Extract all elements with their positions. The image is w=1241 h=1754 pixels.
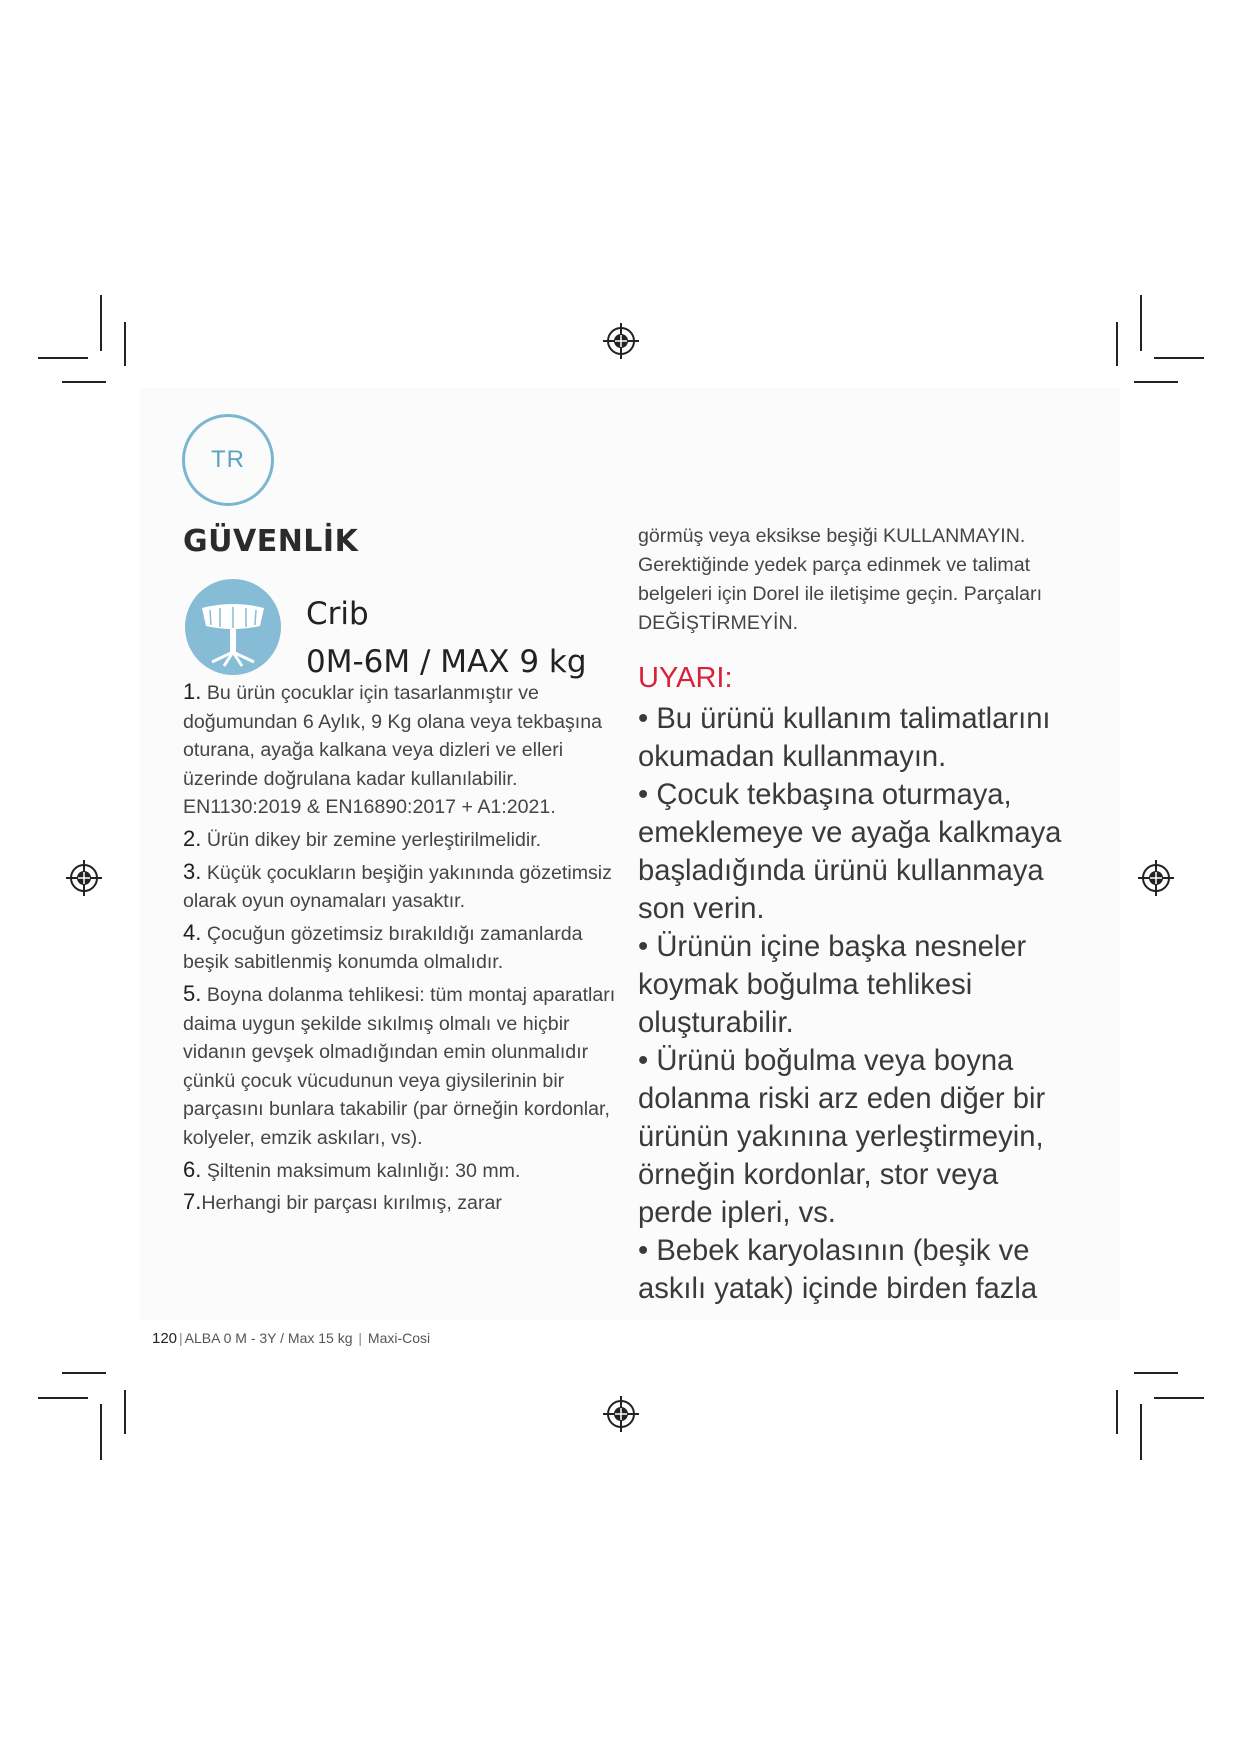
crop-mark [38,1397,88,1399]
crop-mark [1154,357,1204,359]
crop-mark [1140,1404,1142,1460]
crop-mark [124,322,126,366]
footer-product: ALBA 0 M - 3Y / Max 15 kg [184,1330,353,1346]
footer-brand: Maxi-Cosi [367,1330,431,1346]
list-item: 2. Ürün dikey bir zemine yerleştirilmelidir. [183,825,542,851]
bullet-icon: • [638,703,649,735]
crop-mark [100,1404,102,1460]
bullet-icon: • [638,779,649,811]
registration-mark-icon [1138,860,1174,896]
list-item: 4. Çocuğun gözetimsiz bırakıldığı zamanlarda beşik sabitlenmiş konumda olmalıdır. [183,919,583,974]
list-item: 7.Herhangi bir parçası kırılmış, zarar [183,1189,502,1215]
warning-list [638,700,1078,1308]
footer-separator: | [179,1330,183,1346]
warning-title: UYARI: [638,662,733,694]
bullet-icon: • [638,931,649,963]
language-badge: TR [182,414,274,506]
bullet-icon: • [638,1045,649,1077]
list-item: 3. Küçük çocukların beşiğin yakınında gözetimsiz olarak oyun oynamaları yasaktır. [183,858,612,913]
safety-list [183,678,623,1221]
crib-heading [306,590,587,686]
crib-icon [184,578,282,676]
crop-mark [1116,322,1118,366]
crop-mark [38,357,88,359]
section-title: GÜVENLİK [183,524,359,559]
warning-item: • Ürünü boğulma veya boyna dolanma riski arz eden diğer bir ürünün yakınına yerleştirmeyin, örneğin kordonlar, stor veya perde ipleri, vs. [638,1045,1046,1229]
crop-mark [124,1390,126,1434]
page-number: 120 [152,1330,178,1347]
crop-mark [100,295,102,351]
crop-mark [62,381,106,383]
crop-mark [1116,1390,1118,1434]
crop-mark [1154,1397,1204,1399]
warning-item: • Bebek karyolasının (beşik ve askılı yatak) içinde birden fazla [638,1235,1038,1305]
bullet-icon: • [638,1235,649,1267]
list-item-continuation: görmüş veya eksikse beşiği KULLANMAYIN. Gerektiğinde yedek parça edinmek ve talimat belgeleri için Dorel ile iletişime geçin. Parçaları DEĞİŞTİRMEYİN. [638,525,1043,634]
crop-mark [62,1372,106,1374]
list-item: 5. Boyna dolanma tehlikesi: tüm montaj aparatları daima uygun şekilde sıkılmış olmalı ve hiçbir vidanın gevşek olmadığından emin olunmalıdır çünkü çocuk vücudunun veya giysilerinin bir parçasını bunlara takabilir (par örneğin kordonlar, kolyeler, emzik askıları, vs). [183,980,616,1149]
crib-name: Crib [306,596,369,632]
warning-item: • Çocuk tekbaşına oturmaya, emeklemeye ve ayağa kalkmaya başladığında ürünü kullanmaya son verin. [638,779,1062,925]
page-footer [152,1330,430,1347]
crop-mark [1140,295,1142,351]
list-item: 1. Bu ürün çocuklar için tasarlanmıştır ve doğumundan 6 Aylık, 9 Kg olana veya tekbaşına oturana, ayağa kalkana veya dizleri ve elleri üzerinde doğrulana kadar kullanılabilir. EN1130:2019 & EN16890:2017 + A1:2021. [183,679,603,819]
warning-item: • Ürünün içine başka nesneler koymak boğulma tehlikesi oluşturabilir. [638,931,1027,1039]
registration-mark-icon [603,323,639,359]
registration-mark-icon [66,860,102,896]
list-item: 6. Şiltenin maksimum kalınlığı: 30 mm. [183,1156,521,1182]
footer-separator: | [358,1330,363,1346]
crop-mark [1134,1372,1178,1374]
warning-item: • Bu ürünü kullanım talimatlarını okumadan kullanmayın. [638,703,1051,773]
crop-mark [1134,381,1178,383]
registration-mark-icon [603,1396,639,1432]
crib-age-weight: 0M-6M / MAX 9 kg [306,644,587,680]
